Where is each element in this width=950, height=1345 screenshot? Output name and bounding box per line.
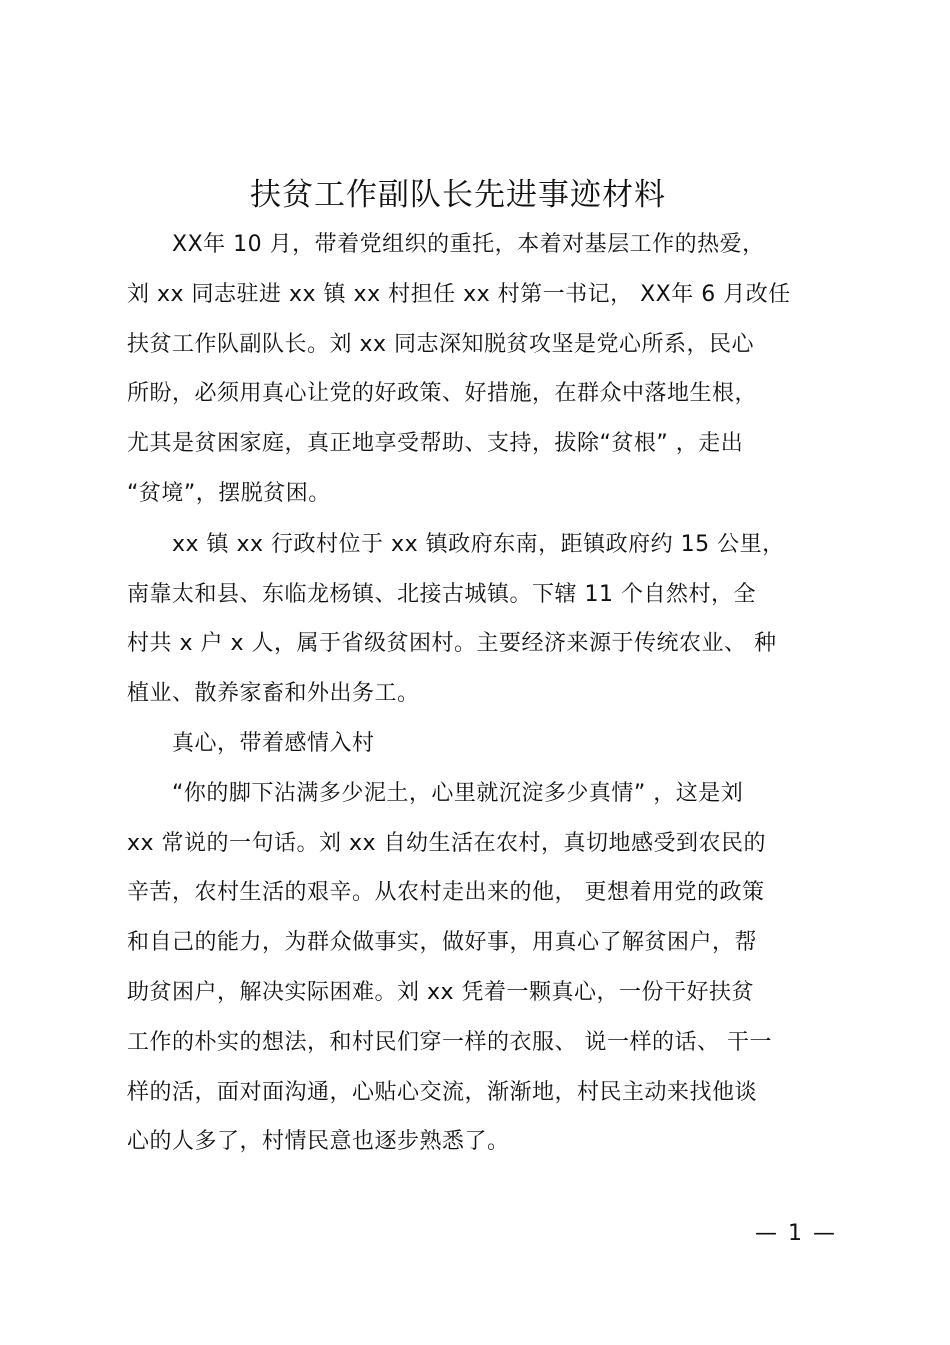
body-line: 样的活，面对面沟通，心贴心交流，渐渐地，村民主动来找他谈 <box>127 1080 758 1105</box>
body-line: xx 镇 xx 行政村位于 xx 镇政府东南，距镇政府约 15 公里， <box>127 532 785 557</box>
body-line: 辛苦，农村生活的艰辛。从农村走出来的他， 更想着用党的政策 <box>127 880 765 905</box>
body-line: 扶贫工作队副队长。刘 xx 同志深知脱贫攻坚是党心所系，民心 <box>127 332 755 357</box>
body-line: 助贫困户，解决实际困难。刘 xx 凭着一颗真心，一份干好扶贫 <box>127 980 755 1005</box>
body-line: 心的人多了，村情民意也逐步熟悉了。 <box>127 1129 510 1154</box>
body-line: 南靠太和县、东临龙杨镇、北接古城镇。下辖 11 个自然村，全 <box>127 582 756 607</box>
body-line: xx 常说的一句话。刘 xx 自幼生活在农村，真切地感受到农民的 <box>127 831 767 856</box>
body-line: 刘 xx 同志驻进 xx 镇 xx 村担任 xx 村第一书记， XX年 6 月改任 <box>127 282 791 307</box>
body-line: 植业、散养家畜和外出务工。 <box>127 681 420 706</box>
section-heading: 真心，带着感情入村 <box>127 731 375 756</box>
page-number: — 1 — <box>755 1221 837 1246</box>
body-line: XX年 10 月，带着党组织的重托，本着对基层工作的热爱， <box>127 232 765 257</box>
body-line: 所盼，必须用真心让党的好政策、好措施，在群众中落地生根， <box>127 381 758 406</box>
document-title: 扶贫工作副队长先进事迹材料 <box>250 177 666 213</box>
body-line: 工作的朴实的想法，和村民们穿一样的衣服、 说一样的话、 干一 <box>127 1030 772 1055</box>
body-line: “你的脚下沾满多少泥土，心里就沉淀多少真情” ，这是刘 <box>127 781 744 806</box>
body-line: 尤其是贫困家庭，真正地享受帮助、支持，拔除“贫根” ，走出 <box>127 431 744 456</box>
body-line: “贫境”，摆脱贫困。 <box>127 481 331 506</box>
body-line: 村共 x 户 x 人，属于省级贫困村。主要经济来源于传统农业、 种 <box>127 631 777 656</box>
body-line: 和自己的能力，为群众做事实，做好事，用真心了解贫困户，帮 <box>127 930 758 955</box>
